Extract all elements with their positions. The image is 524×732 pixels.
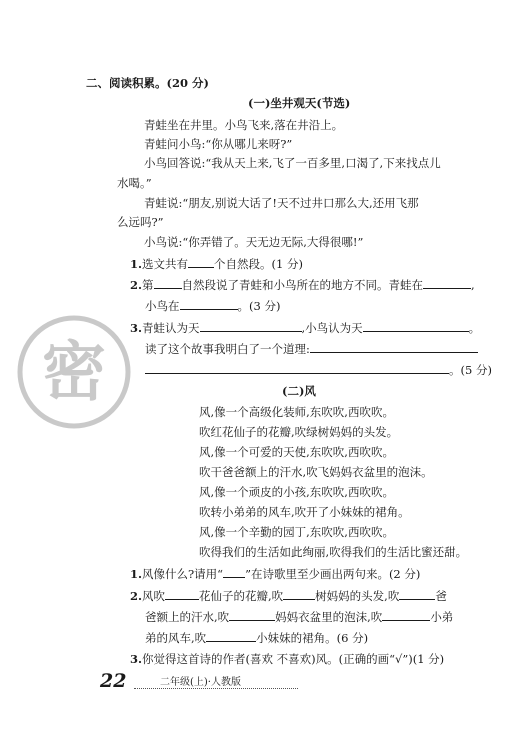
answer-blank[interactable] xyxy=(188,256,214,268)
secret-seal-stamp xyxy=(14,312,134,432)
answer-blank[interactable] xyxy=(206,630,256,642)
question-2-2-cont2: 弟的风车,吹 小妹妹的裙角。(6 分) xyxy=(145,631,369,645)
answer-blank[interactable] xyxy=(229,609,275,621)
passage1-line: 水喝。” xyxy=(117,176,152,190)
passage1-line: 青蛙问小鸟:“你从哪儿来呀?” xyxy=(144,137,293,151)
answer-blank[interactable] xyxy=(399,588,435,600)
answer-blank[interactable] xyxy=(200,320,302,332)
answer-blank[interactable] xyxy=(363,320,469,332)
question-1-1: 1.选文共有 个自然段。(1 分) xyxy=(130,257,303,271)
poem-line: 吹得我们的生活如此绚丽,吹得我们的生活比蜜还甜。 xyxy=(199,545,468,559)
answer-blank[interactable] xyxy=(423,277,471,289)
answer-blank[interactable] xyxy=(283,588,315,600)
poem-line: 风,像一个辛勤的园丁,东吹吹,西吹吹。 xyxy=(199,525,394,539)
poem-line: 吹干爸爸额上的汗水,吹飞妈妈衣盆里的泡沫。 xyxy=(199,465,433,479)
question-2-1: 1.风像什么?请用“ ”在诗歌里至少画出两句来。(2 分) xyxy=(130,567,421,581)
poem-line: 吹红花仙子的花瓣,吹绿树妈妈的头发。 xyxy=(199,425,399,439)
poem-line: 吹转小弟弟的风车,吹开了小妹妹的裙角。 xyxy=(199,505,410,519)
answer-blank[interactable] xyxy=(382,609,430,621)
question-1-3-cont: 读了这个故事我明白了一个道理: xyxy=(145,341,478,356)
question-1-2-cont: 小鸟在 。(3 分) xyxy=(145,299,281,313)
answer-blank[interactable] xyxy=(165,588,199,600)
question-1-2: 2.第 自然段说了青蛙和小鸟所在的地方不同。青蛙在 , xyxy=(130,278,475,292)
passage1-line: 青蛙坐在井里。小鸟飞来,落在井沿上。 xyxy=(144,118,344,132)
question-2-2: 2.风吹 花仙子的花瓣,吹 树妈妈的头发,吹 爸 xyxy=(130,589,447,603)
answer-blank[interactable] xyxy=(154,277,182,289)
passage1-line: 小鸟说:“你弄错了。天无边无际,大得很哪!” xyxy=(144,235,364,249)
poem-line: 风,像一个高级化装师,东吹吹,西吹吹。 xyxy=(199,405,394,419)
page-number: 22 xyxy=(100,670,127,692)
passage2-title: (二)风 xyxy=(282,384,316,398)
answer-blank[interactable] xyxy=(310,341,478,353)
answer-blank[interactable] xyxy=(223,566,245,578)
answer-blank[interactable] xyxy=(145,362,449,374)
poem-line: 风,像一个可爱的天使,东吹吹,西吹吹。 xyxy=(199,445,394,459)
passage1-line: 小鸟回答说:“我从天上来,飞了一百多里,口渴了,下来找点儿 xyxy=(144,156,441,170)
svg-text:密: 密 xyxy=(42,336,106,410)
question-1-3: 3.青蛙认为天 ,小鸟认为天 。 xyxy=(130,321,481,335)
answer-blank[interactable] xyxy=(180,298,238,310)
section-title: 二、阅读积累。(20 分) xyxy=(86,76,209,90)
passage1-line: 么远吗?” xyxy=(117,215,164,229)
question-2-2-cont: 爸额上的汗水,吹 妈妈衣盆里的泡沫,吹 小弟 xyxy=(145,610,454,624)
passage1-line: 青蛙说:“朋友,别说大话了!天不过井口那么大,还用飞那 xyxy=(144,196,419,210)
passage1-title: (一)坐井观天(节选) xyxy=(248,96,351,110)
footer-divider xyxy=(134,688,298,689)
question-1-3-cont2: 。(5 分) xyxy=(145,362,492,377)
footer-grade: 二年级(上)·人教版 xyxy=(160,677,241,688)
question-2-3: 3.你觉得这首诗的作者(喜欢 不喜欢)风。(正确的画“√”)(1 分) xyxy=(130,652,445,666)
poem-line: 风,像一个顽皮的小孩,东吹吹,西吹吹。 xyxy=(199,485,394,499)
